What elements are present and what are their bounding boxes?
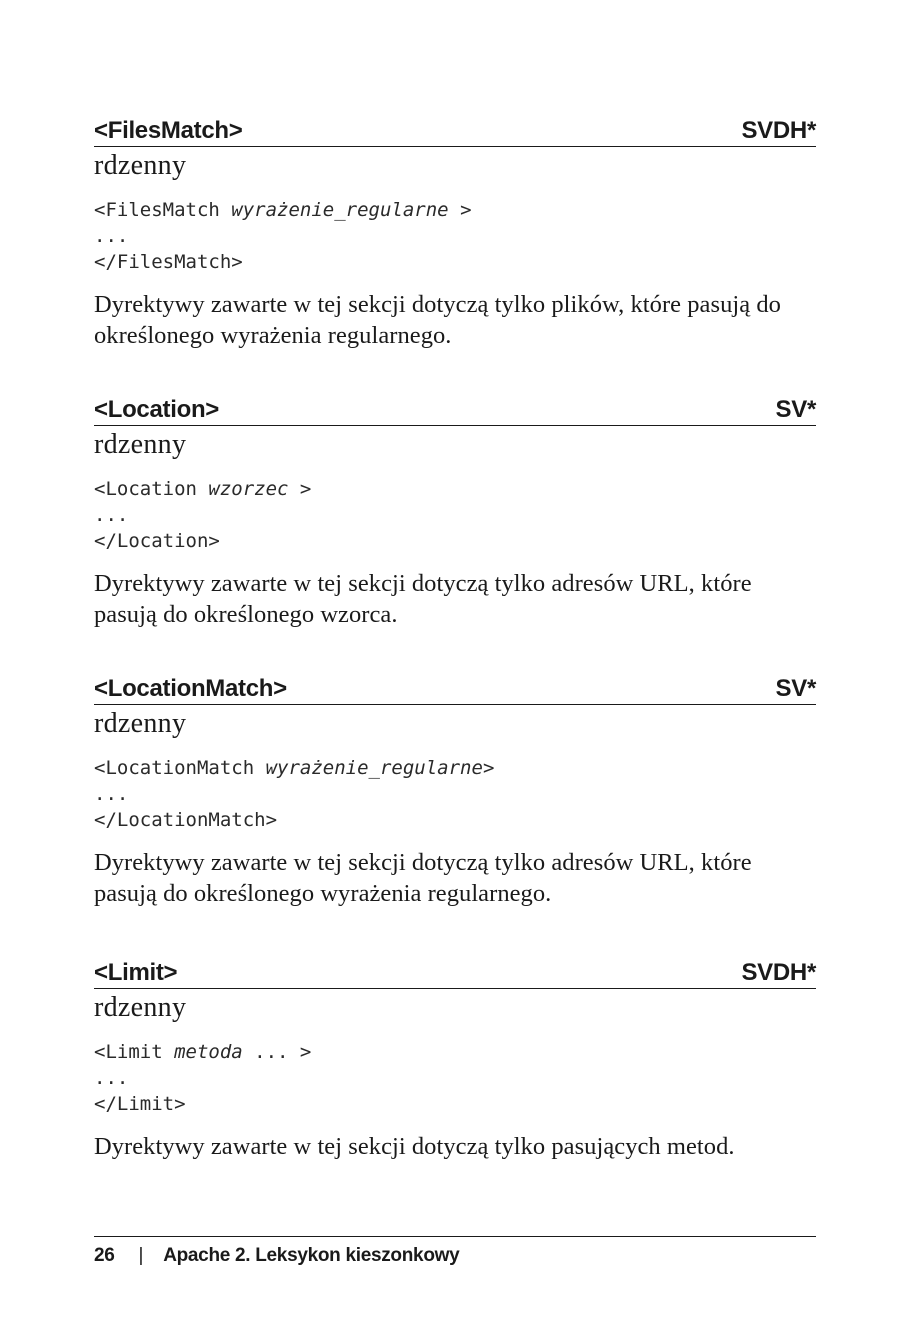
directive-name: <LocationMatch>: [94, 675, 287, 702]
code-open-prefix: <LocationMatch: [94, 757, 266, 779]
code-open-suffix: ... >: [242, 1041, 312, 1063]
code-open-suffix: >: [482, 757, 495, 779]
code-line-middle: ...: [94, 504, 129, 526]
directive-name: <Limit>: [94, 959, 178, 986]
code-line-close: </Limit>: [94, 1093, 186, 1115]
code-open-prefix: <FilesMatch: [94, 199, 232, 221]
code-argument: wyrażenie_regularne: [231, 199, 449, 221]
directive-name: <FilesMatch>: [94, 117, 243, 144]
directive-description: Dyrektywy zawarte w tej sekcji dotyczą tylko pasujących metod.: [94, 1133, 735, 1160]
directive-description: Dyrektywy zawarte w tej sekcji dotyczą tylko plików, które pasują do określonego wyrażenia regularnego.: [94, 291, 781, 349]
directive-contexts: SV*: [775, 675, 816, 702]
code-argument: wyrażenie_regularne: [265, 757, 483, 779]
directive-header: [94, 114, 816, 147]
directive-header: [94, 393, 816, 426]
syntax-code-block: [94, 197, 816, 275]
directive-description: Dyrektywy zawarte w tej sekcji dotyczą tylko adresów URL, które pasują do określonego wyrażenia regularnego.: [94, 849, 752, 907]
code-line-middle: ...: [94, 783, 129, 805]
directive-contexts: SVDH*: [741, 117, 816, 144]
page-footer: [94, 1236, 816, 1268]
code-line-open: [94, 476, 816, 502]
syntax-code-block: [94, 755, 816, 833]
directive-header: [94, 956, 816, 989]
directive-module: rdzenny: [94, 150, 187, 181]
directive-module: rdzenny: [94, 708, 187, 739]
directive-header: [94, 672, 816, 705]
code-line-middle: ...: [94, 1067, 129, 1089]
directive-entry-limit: [94, 956, 816, 1162]
code-line-close: </LocationMatch>: [94, 809, 278, 831]
book-page: [94, 0, 816, 1339]
code-line-open: [94, 1039, 816, 1065]
directive-module: rdzenny: [94, 429, 187, 460]
code-open-suffix: >: [448, 199, 472, 221]
page-number: 26: [94, 1245, 115, 1266]
code-line-open: [94, 755, 816, 781]
code-line-close: </FilesMatch>: [94, 251, 243, 273]
directive-entry-location: [94, 393, 816, 630]
footer-separator: |: [138, 1245, 144, 1266]
code-line-close: </Location>: [94, 530, 220, 552]
syntax-code-block: [94, 476, 816, 554]
code-argument: metoda: [174, 1041, 243, 1063]
book-title: Apache 2. Leksykon kieszonkowy: [163, 1245, 460, 1266]
syntax-code-block: [94, 1039, 816, 1117]
code-open-prefix: <Limit: [94, 1041, 175, 1063]
directive-description: Dyrektywy zawarte w tej sekcji dotyczą tylko adresów URL, które pasują do określonego wzorca.: [94, 570, 752, 628]
code-argument: wzorzec: [208, 478, 289, 500]
code-line-middle: ...: [94, 225, 129, 247]
directive-module: rdzenny: [94, 992, 187, 1023]
code-open-prefix: <Location: [94, 478, 209, 500]
directive-entry-filesmatch: [94, 114, 816, 351]
directive-name: <Location>: [94, 396, 220, 423]
directive-contexts: SVDH*: [741, 959, 816, 986]
code-open-suffix: >: [288, 478, 312, 500]
code-line-open: [94, 197, 816, 223]
directive-contexts: SV*: [775, 396, 816, 423]
directive-entry-locationmatch: [94, 672, 816, 909]
